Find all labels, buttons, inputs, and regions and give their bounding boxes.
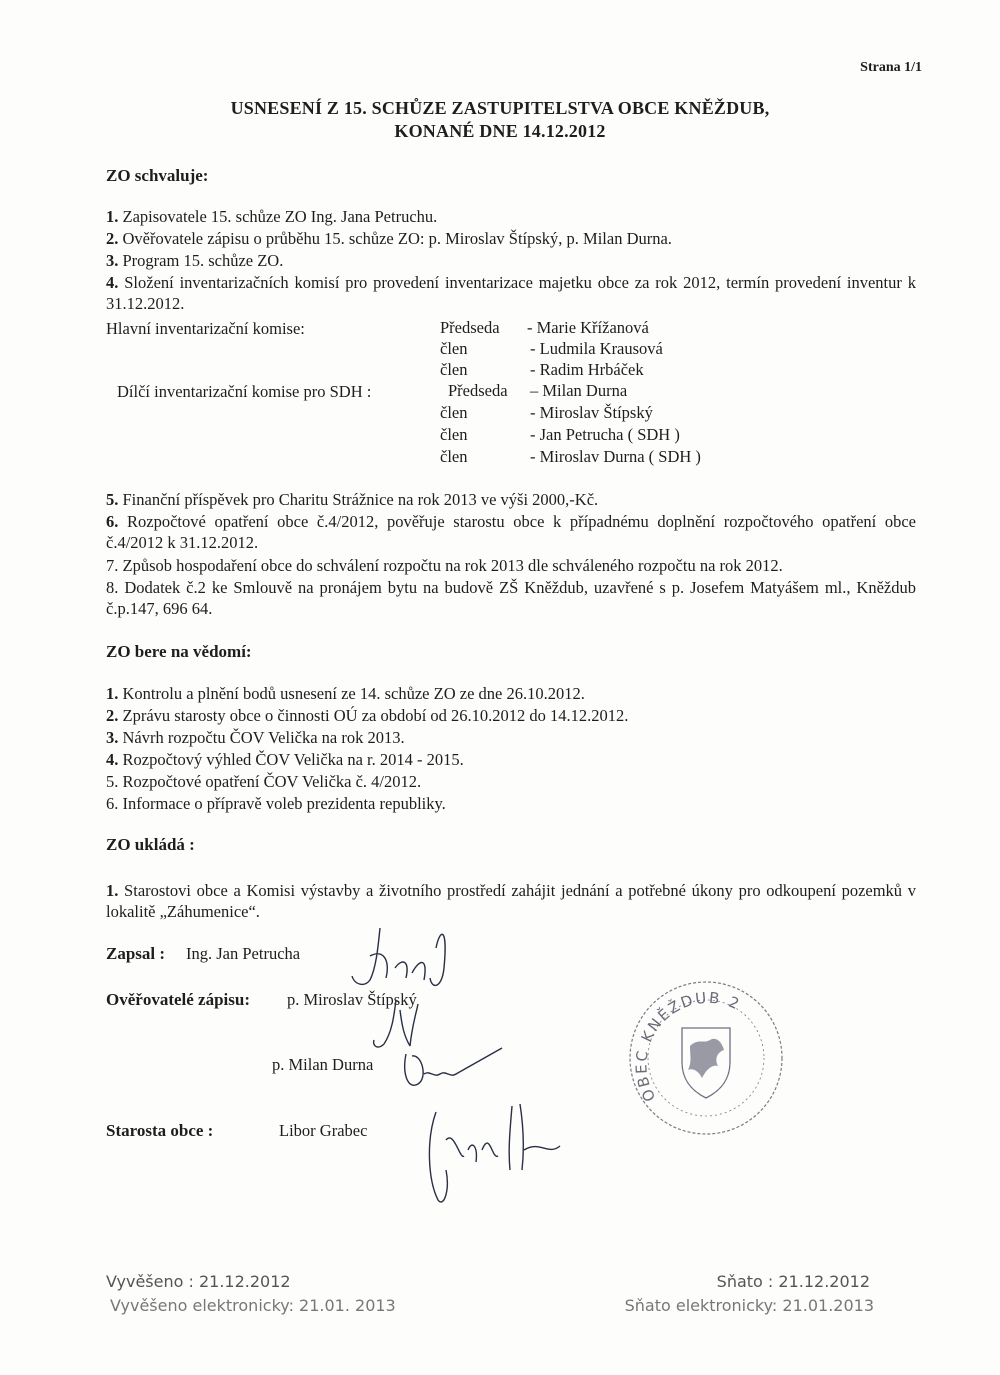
committee-member: - Ludmila Krausová: [530, 339, 663, 358]
signature-zapsal-icon: [340, 918, 460, 998]
overovatel-1-name: p. Miroslav Štípský: [287, 990, 417, 1009]
item-number: 2.: [106, 229, 119, 248]
item-text: Způsob hospodaření obce do schválení rozpočtu na rok 2013 dle schváleného rozpočtu na rok 2012.: [118, 556, 783, 575]
starosta-label: Starosta obce :: [106, 1121, 214, 1140]
list-item: [106, 272, 916, 314]
list-item: [106, 489, 598, 510]
item-number: 1.: [106, 881, 119, 900]
item-text: Finanční příspěvek pro Charitu Strážnice na rok 2013 ve výši 2000,-Kč.: [118, 490, 599, 509]
item-text: Rozpočtové opatření obce č.4/2012, pověřuje starostu obce k případnému doplnění rozpočtového opatření obce č.4/2012 k 31.12.2012.: [106, 512, 916, 552]
item-text: Zapisovatele 15. schůze ZO Ing. Jana Petruchu.: [118, 207, 438, 226]
item-number: 3.: [106, 251, 119, 270]
committee-role: člen: [440, 403, 468, 422]
item-number: 6.: [106, 794, 119, 813]
committee-role: člen: [440, 339, 468, 358]
page-number: Strana 1/1: [860, 60, 922, 75]
committee-member: – Milan Durna: [530, 381, 628, 400]
list-item: [106, 880, 916, 922]
committee-member: - Marie Křížanová: [527, 318, 649, 337]
section-heading-schvaluje: ZO schvaluje:: [106, 166, 209, 185]
item-text: Informace o přípravě voleb prezidenta republiky.: [118, 794, 446, 813]
committee-role: člen: [440, 425, 468, 444]
svg-text:OBEC KNĚŽDUB 2: [632, 989, 743, 1105]
committee-member: - Miroslav Durna ( SDH ): [530, 447, 701, 466]
list-item: [106, 727, 405, 748]
list-item: [106, 705, 628, 726]
item-number: 5.: [106, 772, 119, 791]
item-number: 5.: [106, 490, 119, 509]
item-text: Složení inventarizačních komisí pro provedení inventarizace majetku obce za rok 2012, termín provedení inventur k 31.12.2012.: [106, 273, 916, 313]
item-number: 4.: [106, 750, 119, 769]
committee-member: - Miroslav Štípský: [530, 403, 653, 422]
stamp-text: OBEC KNĚŽDUB 2: [632, 988, 744, 1105]
meeting-date: 14.12.2012: [522, 121, 606, 141]
item-text: Rozpočtové opatření ČOV Velička č. 4/2012.: [118, 772, 422, 791]
section-heading-vedomi: ZO bere na vědomí:: [106, 642, 252, 661]
zapsal-name: Ing. Jan Petrucha: [186, 944, 301, 963]
list-item: [106, 577, 916, 619]
item-text: Rozpočtový výhled ČOV Velička na r. 2014 - 2015.: [118, 750, 464, 769]
list-item: [106, 683, 585, 704]
item-text: Návrh rozpočtu ČOV Velička na rok 2013.: [118, 728, 405, 747]
footer-snato-elektronicky: Sňato elektronicky: 21.01.2013: [624, 1296, 874, 1315]
item-text: Program 15. schůze ZO.: [118, 251, 284, 270]
item-text: Dodatek č.2 ke Smlouvě na pronájem bytu na budově ZŠ Kněždub, uzavřené s p. Josefem Matyášem ml., Kněždub č.p.147, 696 64.: [106, 578, 916, 618]
zapsal-label: Zapsal :: [106, 944, 166, 963]
committee-main-label: Hlavní inventarizační komise:: [106, 319, 305, 338]
item-number: 6.: [106, 512, 119, 531]
item-number: 1.: [106, 207, 119, 226]
signature-overovatel2-icon: [398, 1034, 508, 1094]
item-text: Starostovi obce a Komisi výstavby a životního prostředí zahájit jednání a potřebné úkony pro odkoupení pozemků v lokalitě „Záhumenice“.: [106, 881, 916, 921]
list-item: [106, 511, 916, 553]
committee-role: člen: [440, 360, 468, 379]
item-number: 7.: [106, 556, 119, 575]
committee-member: - Jan Petrucha ( SDH ): [530, 425, 680, 444]
item-text: Ověřovatele zápisu o průběhu 15. schůze ZO: p. Miroslav Štípský, p. Milan Durna.: [118, 229, 672, 248]
document-title-line2: [0, 121, 1000, 142]
item-number: 4.: [106, 273, 119, 292]
committee-role: Předseda: [440, 318, 500, 337]
overovatel-2-name: p. Milan Durna: [272, 1055, 374, 1074]
list-item: [106, 793, 446, 814]
committee-role: člen: [440, 447, 468, 466]
footer-vyveseno-elektronicky: Vyvěšeno elektronicky: 21.01. 2013: [110, 1296, 396, 1315]
list-item: [106, 771, 421, 792]
footer-snato: Sňato : 21.12.2012: [716, 1272, 870, 1291]
list-item: [106, 228, 672, 249]
title-prefix: KONANÉ DNE: [394, 121, 523, 141]
municipal-stamp-icon: [626, 978, 786, 1138]
starosta-name: Libor Grabec: [279, 1121, 368, 1140]
item-number: 1.: [106, 684, 119, 703]
list-item: [106, 749, 464, 770]
item-number: 8.: [106, 578, 119, 597]
section-heading-uklada: ZO ukládá :: [106, 835, 195, 854]
committee-sdh-label: Dílčí inventarizační komise pro SDH :: [117, 382, 372, 401]
list-item: [106, 250, 283, 271]
committee-member: - Radim Hrbáček: [530, 360, 644, 379]
item-text: Kontrolu a plnění bodů usnesení ze 14. schůze ZO ze dne 26.10.2012.: [118, 684, 585, 703]
item-text: Zprávu starosty obce o činnosti OÚ za období od 26.10.2012 do 14.12.2012.: [118, 706, 629, 725]
footer-vyveseno: Vyvěšeno : 21.12.2012: [106, 1272, 291, 1291]
overovatele-label: Ověřovatelé zápisu:: [106, 990, 250, 1009]
signature-starosta-icon: [420, 1100, 570, 1210]
committee-role: Předseda: [448, 381, 508, 400]
list-item: [106, 206, 437, 227]
item-number: 2.: [106, 706, 119, 725]
list-item: [106, 555, 783, 576]
document-title-line1: USNESENÍ Z 15. SCHŮZE ZASTUPITELSTVA OBCE KNĚŽDUB,: [230, 98, 770, 118]
item-number: 3.: [106, 728, 119, 747]
